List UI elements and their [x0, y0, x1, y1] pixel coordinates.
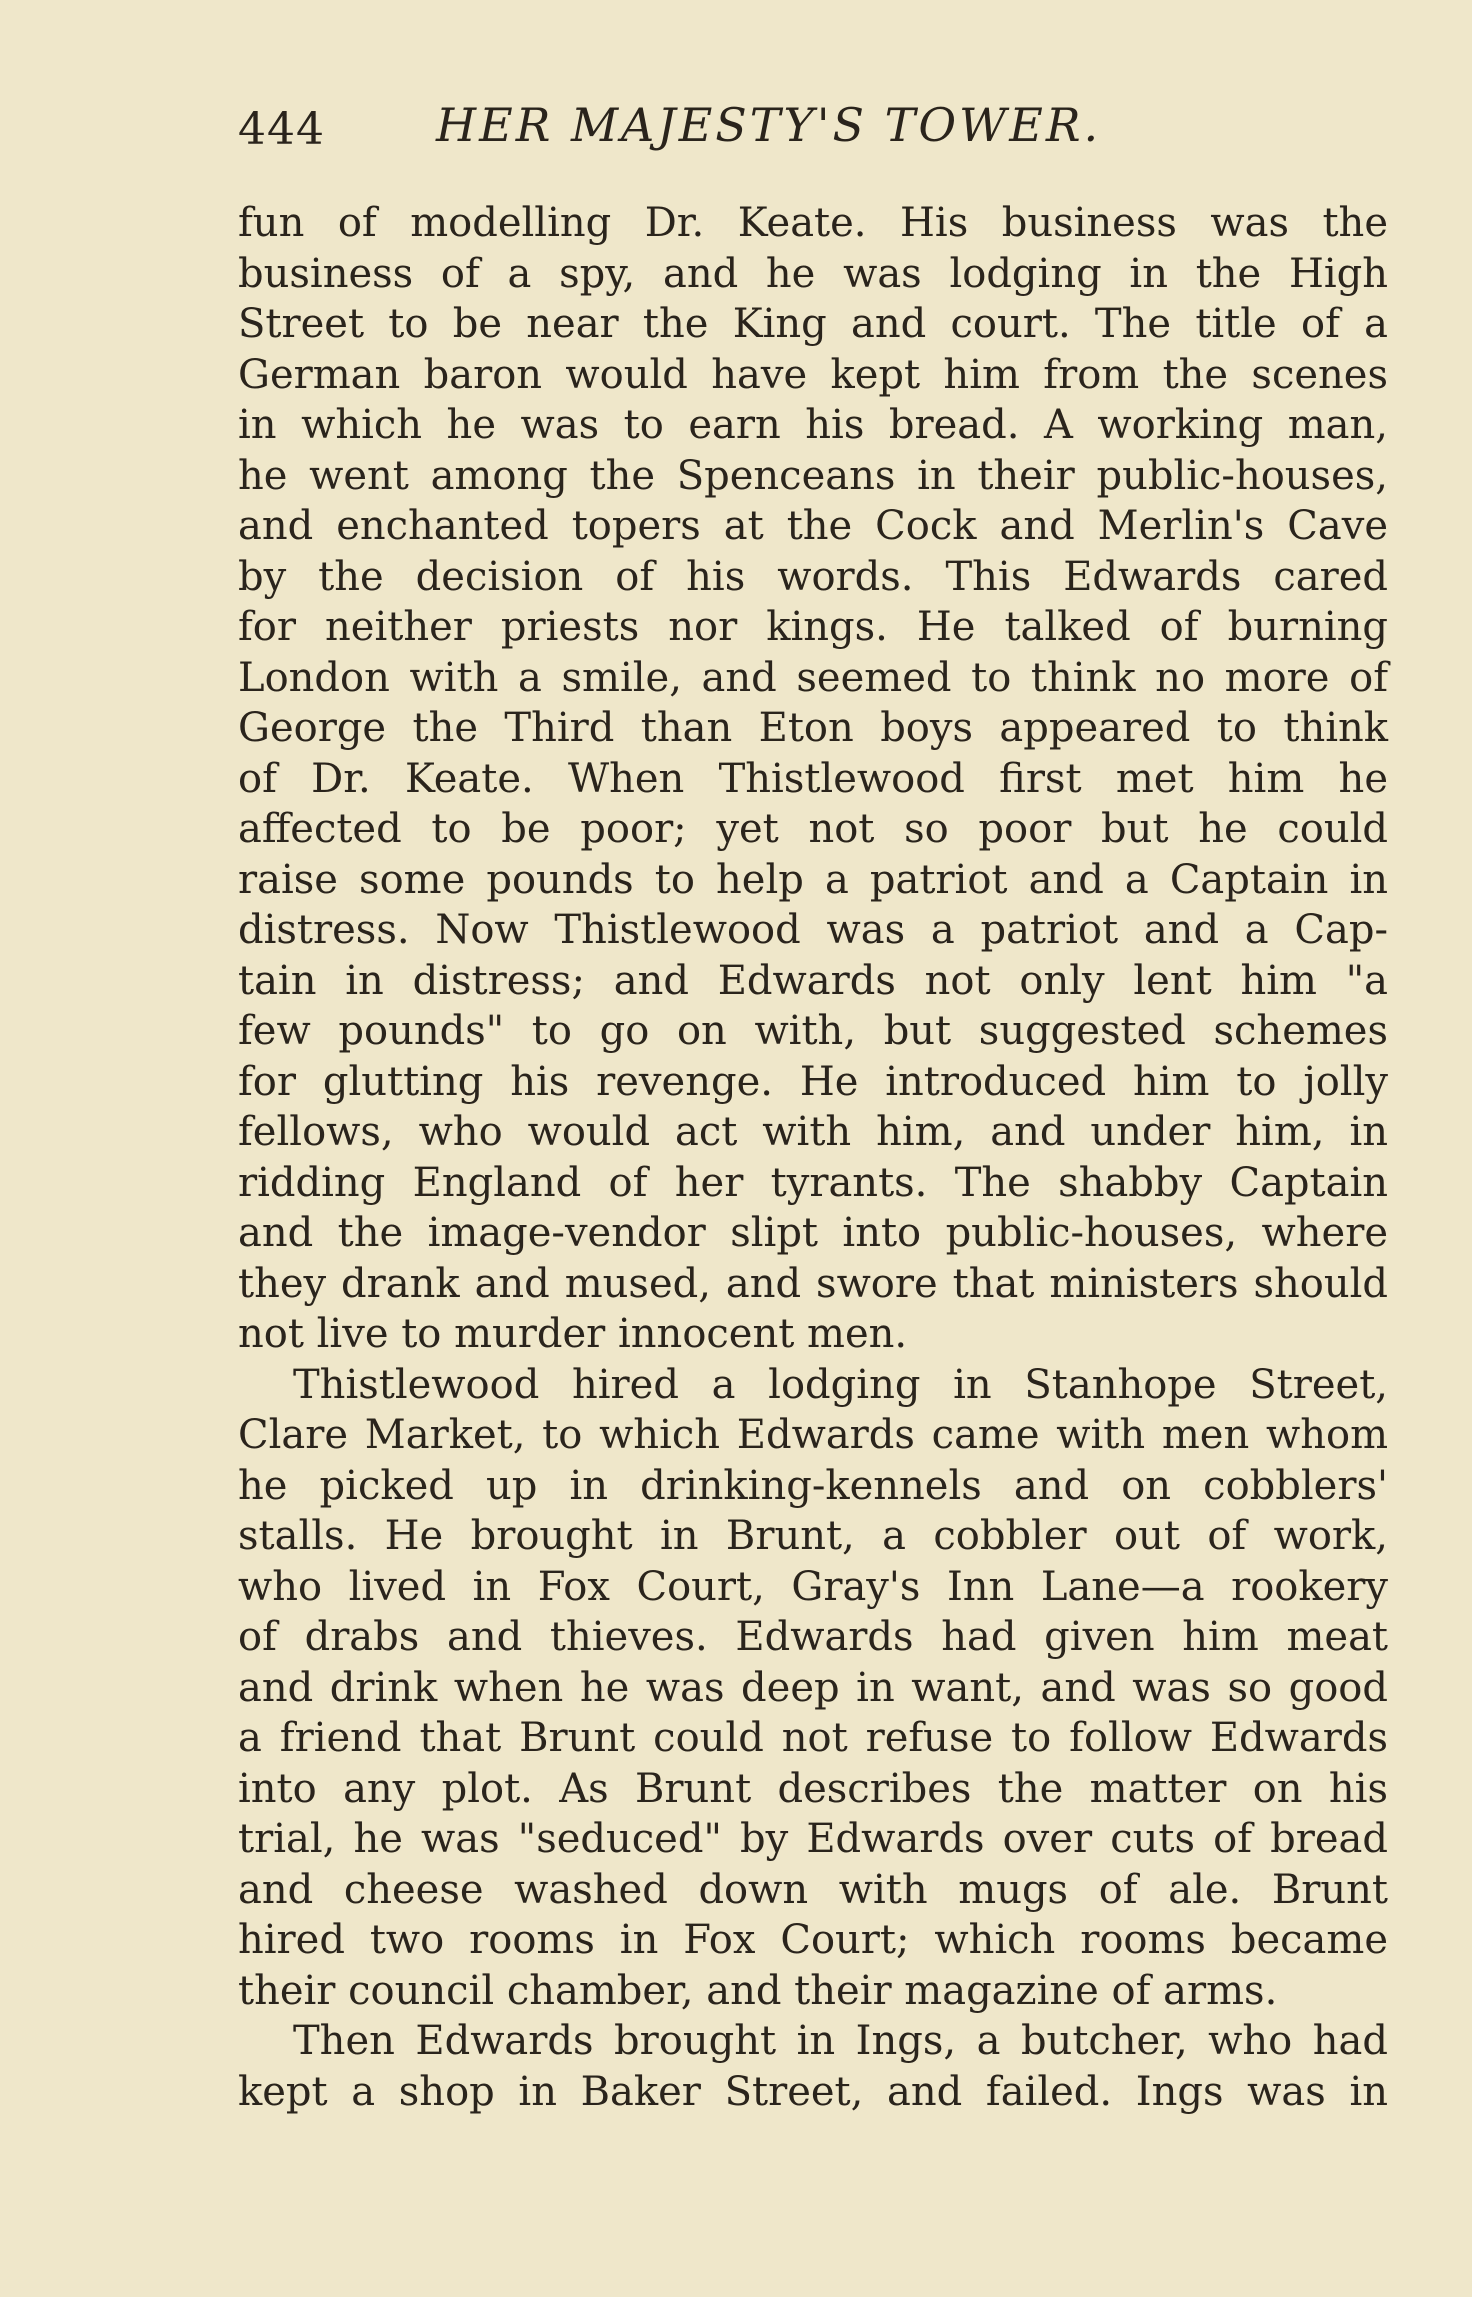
paragraph-start-line: Thistlewood hired a lodging in Stanhope Street, — [293, 1361, 1388, 1408]
text-line: for neither priests nor kings. He talked of burning — [238, 604, 1388, 650]
body-text — [238, 198, 1388, 2117]
text-line: tain in distress; and Edwards not only lent him "a — [238, 957, 1388, 1004]
text-line: he picked up in drinking-kennels and on cobblers' — [238, 1462, 1388, 1509]
text-line: in which he was to earn his bread. A working man, — [238, 402, 1388, 448]
text-line: kept a shop in Baker Street, and failed. Ings was in — [238, 2068, 1388, 2115]
text-line: affected to be poor; yet not so poor but he could — [238, 806, 1388, 852]
text-line: raise some pounds to help a patriot and a Captain in — [238, 856, 1388, 903]
paragraph-end-line: their council chamber, and their magazine of arms. — [238, 1967, 1278, 2014]
text-line: Street to be near the King and court. The title of a — [238, 301, 1388, 347]
text-line: German baron would have kept him from the scenes — [238, 351, 1388, 398]
text-line: stalls. He brought in Brunt, a cobbler out of work, — [238, 1513, 1388, 1559]
text-line: they drank and mused, and swore that ministers should — [238, 1260, 1388, 1307]
text-line: into any plot. As Brunt describes the matter on his — [238, 1765, 1388, 1812]
paragraph-end-line: not live to murder innocent men. — [238, 1311, 908, 1357]
text-line: for glutting his revenge. He introduced him to jolly — [238, 1058, 1388, 1105]
text-line: and cheese washed down with mugs of ale. Brunt — [238, 1866, 1388, 1913]
text-line: trial, he was "seduced" by Edwards over cuts of bread — [238, 1816, 1388, 1862]
text-line: and enchanted topers at the Cock and Merlin's Cave — [238, 503, 1388, 549]
text-line: of Dr. Keate. When Thistlewood first met him he — [238, 755, 1388, 802]
text-line: he went among the Spenceans in their public-houses, — [238, 452, 1388, 499]
text-line: and drink when he was deep in want, and was so good — [238, 1664, 1388, 1711]
text-line: London with a smile, and seemed to think no more of — [238, 654, 1388, 701]
text-line: of drabs and thieves. Edwards had given him meat — [238, 1614, 1388, 1660]
text-line: distress. Now Thistlewood was a patriot and a Cap- — [238, 907, 1388, 953]
paragraph-start-line: Then Edwards brought in Ings, a butcher, who had — [293, 2018, 1388, 2064]
text-line: fun of modelling Dr. Keate. His business was the — [238, 200, 1388, 246]
text-line: hired two rooms in Fox Court; which rooms became — [238, 1917, 1388, 1963]
text-line: who lived in Fox Court, Gray's Inn Lane—a rookery — [238, 1563, 1388, 1610]
text-line: ridding England of her tyrants. The shabby Captain — [238, 1159, 1388, 1206]
text-line: business of a spy, and he was lodging in the High — [238, 250, 1388, 297]
page-number: 444 — [238, 104, 325, 155]
text-line: George the Third than Eton boys appeared to think — [238, 705, 1388, 751]
text-line: a friend that Brunt could not refuse to follow Edwards — [238, 1715, 1388, 1761]
running-title: HER MAJESTY'S TOWER. — [436, 98, 1102, 152]
text-line: and the image-vendor slipt into public-houses, where — [238, 1210, 1388, 1256]
text-line: by the decision of his words. This Edwards cared — [238, 553, 1388, 600]
text-line: few pounds" to go on with, but suggested schemes — [238, 1008, 1388, 1054]
page-header — [238, 92, 1388, 172]
text-line: fellows, who would act with him, and under him, in — [238, 1109, 1388, 1155]
text-line: Clare Market, to which Edwards came with men whom — [238, 1412, 1388, 1458]
